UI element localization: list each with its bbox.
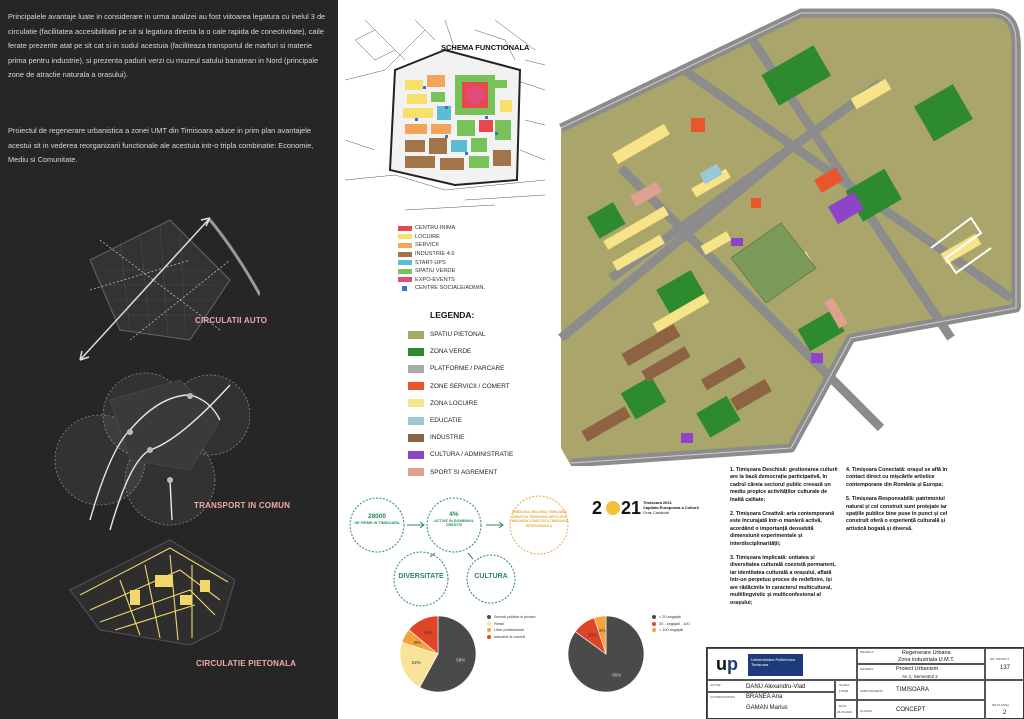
pie-legend-item: > 100 angajati (652, 627, 712, 634)
pie-data-label: 10% (587, 632, 597, 638)
legend-swatch (408, 365, 424, 373)
upt-logo-icon: up (716, 654, 738, 674)
label-circulatii-auto: CIRCULATII AUTO (195, 316, 268, 325)
university-logo-cell (707, 648, 857, 680)
pie-legend-item: Servicii publice si private (487, 614, 547, 621)
university-name-box: Universitatea Politehnica Timisoara (748, 654, 803, 676)
scheme-legend-item: LOCUIRE (398, 233, 485, 242)
legend-swatch (408, 417, 424, 425)
active-text: ACTIVE IN DOMENIUL CREATIV (433, 519, 475, 527)
autor-cell: AUTOR: DANU Alexandru-Vlad (707, 680, 835, 692)
pie-legend-item: < 20 angajati (652, 614, 712, 621)
scheme-title: SCHEMA FUNCTIONALA (441, 43, 530, 52)
legend-swatch (398, 226, 412, 231)
logo-caption: Timisoara 2021 Capitala Europeana a Culturii Oraș Candidat (643, 500, 699, 515)
legend-item: ZONA LOCUIRE (408, 395, 513, 412)
paragraph-timisoara-responsabila: 5. Timișoara Responsabilă: patrimoniul natural și cel construit sunt protejate iar spațiile publice bine puse în punct și cel construit oferă o experiență culturală și artistică bogată și diversă. (846, 496, 948, 532)
title-block (706, 647, 1024, 719)
pie-data-label: 85% (612, 672, 622, 678)
paragraph-timisoara-implicata: 3. Timișoara Implicată: unitatea și diversitatea culturală coexistă permanent, iar identitatea culturală a orașului, aflată într-un perpetuu proces de redefinire, își are rădăcinile în caracterul multicultural, multilingvistic și multiconfesional al orașului; (730, 555, 836, 606)
label-transport-in-comun: TRANSPORT IN COMUN (194, 501, 291, 510)
legend-item: SPORT SI AGREMENT (408, 464, 513, 481)
legend-dot (487, 635, 491, 639)
legend-swatch (408, 434, 424, 442)
plansa-cell: PLANSA: CONCEPT (857, 700, 985, 719)
intro-paragraph-2: Proiectul de regenerare urbanistica a zonei UMT din Timisoara aduce in prim plan avantajele acestui sit in vederea reorganizarii functionale ale acestuia intr-o tripla combinatie: Economie, Mediu si Comunitate. (8, 126, 314, 164)
pie-legend-item: Liber profesionisti (487, 627, 547, 634)
legend-swatch (408, 468, 424, 476)
legend-swatch (408, 451, 424, 459)
pie-data-label: 22% (411, 660, 421, 666)
scheme-legend-item: INDUSTRIE 4.0 (398, 250, 485, 259)
materia-cell: MATERIA: Proiect Urbanism An 1, Semestrul 2 (857, 664, 985, 680)
label-circulatie-pietonala: CIRCULATIE PIETONALA (196, 659, 297, 668)
scheme-legend (398, 224, 485, 293)
legend-item: PLATFORME / PARCARE (408, 360, 513, 377)
legend-swatch (408, 348, 424, 356)
text-column-1 (730, 467, 838, 614)
legend-dot (487, 615, 491, 619)
timisoara-pillars-text: TIMISOARA DESCHISA TIMISOARA CREATIVA TIMISOARA IMPLICATA TIMISOARA CONECTATA TIMISOARA RESPONSABILA (509, 510, 569, 528)
paragraph-timisoara-conectata: 4. Timișoara Conectată: orașul se află în contact direct cu mișcările artistice contemporane din România și Europa; (846, 467, 948, 488)
legend-dot (487, 628, 491, 632)
legend-item: CULTURA / ADMINISTRATIE (408, 446, 513, 463)
legend-swatch (402, 286, 407, 291)
logo-2021-twentyone: 21 (621, 498, 642, 518)
diversitate-text: DIVERSITATE (398, 573, 444, 580)
legend-dot (652, 615, 656, 619)
pie-chart-sectors (396, 612, 480, 696)
logo-sun-icon (606, 501, 620, 515)
legend-item: ZONE SERVICII / COMERT (408, 378, 513, 395)
legend-item: EDUCATIE (408, 412, 513, 429)
nr-proiect-cell: NR. PROIECT 137 (985, 648, 1024, 680)
pie-data-label: 6% (414, 640, 421, 646)
intro-paragraph-1: Principalele avantaje luate in considerare in urma analizei au fost viitoarea legatura cu inelul 3 de circulatie (facilitatea accesibilitatii pe sit si legatura directa la o cale rapida de conectivitate), caile ferate prezente atat pe sit cat si in sudul acestuia (faciliteaza transportul de marfuri si materie prima pentru industrie), si prezenta padurii verzi cu muzeul satului banatean in Nord (principale zone de atractie naturala a orasului). (8, 12, 326, 79)
scheme-legend-item: START-UPS (398, 258, 485, 267)
legend-swatch (398, 269, 412, 274)
active-number: 4% (449, 511, 459, 518)
cultura-text: CULTURA (474, 573, 508, 580)
pie-data-label: 58% (456, 657, 466, 663)
scheme-legend-item: EXPO-EVENTS (398, 276, 485, 285)
scheme-legend-item: SPATIU VERDE (398, 267, 485, 276)
pie-data-label: 5% (599, 628, 606, 634)
legend-swatch (408, 382, 424, 390)
firme-text: DE FIRME IN TIMISOARA (354, 521, 400, 525)
text-column-2 (846, 467, 956, 540)
legend-swatch (398, 234, 412, 239)
firme-number: 28000 (367, 513, 387, 520)
legend-swatch (398, 243, 412, 248)
proiect-cell: PROIECT: Regenerare Urbana Zona industriala U.M.T. (857, 648, 985, 664)
pedestrian-diagram (60, 520, 260, 660)
paragraph-timisoara-creativa: 2. Timișoara Creativă: arta contemporană este încurajată într-o manieră activă, acordând o importanță deosebită dimensiunii experimentale și interdisciplinarității; (730, 511, 835, 547)
legend-swatch (398, 277, 412, 282)
auto-circulation-diagram (60, 200, 260, 370)
amplasament-cell: AMPLASAMENT: TIMISOARA (857, 680, 985, 700)
legend-item: SPATIU PIETONAL (408, 326, 513, 343)
pie-legend-item: Industrie si comert (487, 634, 547, 641)
coordonatori-cell: COORDONATORI: BRANEA Ana GAMAN Marius (707, 692, 835, 719)
legend-dot (487, 622, 491, 626)
legend-title: LEGENDA: (430, 310, 475, 320)
pie-legend-item: 20 - angajati - 100 (652, 621, 712, 628)
legend-dot (652, 628, 656, 632)
legend-swatch (398, 260, 412, 265)
scheme-legend-item: SERVICII (398, 241, 485, 250)
legend-item: ZONA VERDE (408, 343, 513, 360)
legend-swatch (408, 399, 424, 407)
left-panel (0, 0, 338, 719)
data-cell: DATA 26.06.2020 (835, 700, 857, 719)
scheme-legend-item: CENTRE SOCIALE/ADMIN. (398, 284, 485, 293)
paragraph-timisoara-deschisa: 1. Timișoara Deschisă: gestionarea culturii are la bază democrația participativă, în cadrul căreia sectorul public creează un mediu propice activităților culturale de înaltă calitate; (730, 467, 838, 503)
pie-data-label: 14% (423, 630, 433, 636)
legend-swatch (398, 252, 412, 257)
scara-cell: SCARA 1:5000 (835, 680, 857, 700)
pie-chart-1-legend (487, 614, 547, 640)
legend-swatch (408, 331, 424, 339)
pie-chart-2-legend (652, 614, 712, 634)
legend-item: INDUSTRIE (408, 429, 513, 446)
legend-dot (652, 622, 656, 626)
scheme-legend-item: CENTRU INIMA (398, 224, 485, 233)
logo-2021-two: 2 (592, 498, 603, 518)
main-legend (408, 326, 513, 481)
pie-chart-employees (564, 612, 648, 696)
master-plan-map (551, 8, 1021, 466)
nr-plansa-cell: NR.PLANSA 2 (985, 680, 1024, 719)
pie-legend-item: Retail (487, 621, 547, 628)
